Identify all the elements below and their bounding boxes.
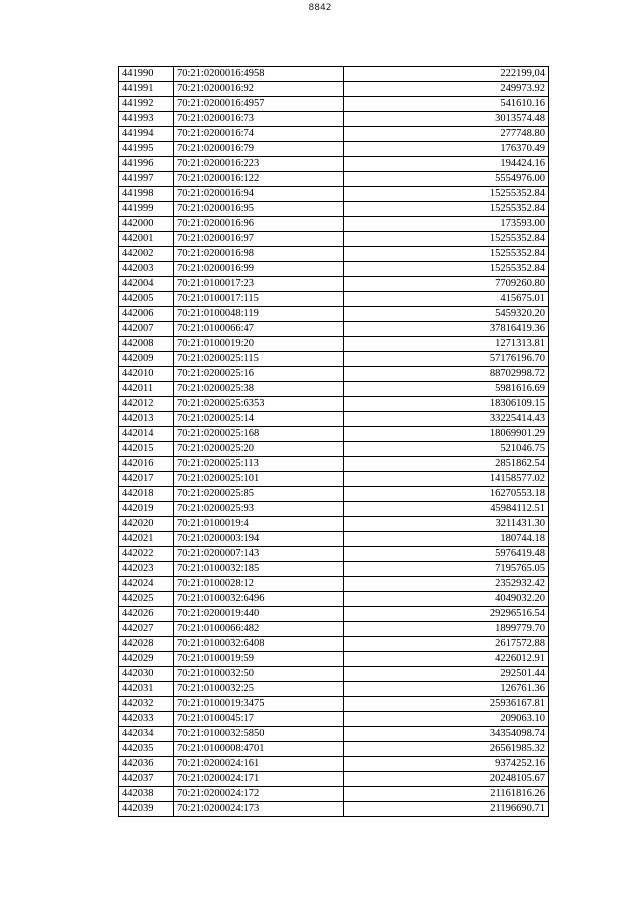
table-row: [119, 217, 549, 232]
table-row: [119, 457, 549, 472]
table-row: [119, 517, 549, 532]
row-number-cell: 442007: [119, 322, 174, 337]
row-number-cell: 442027: [119, 622, 174, 637]
cadastral-number-cell: 70:21:0200025:168: [174, 427, 344, 442]
registry-table: [118, 66, 549, 817]
value-cell: 176370.49: [344, 142, 549, 157]
value-cell: 5459320.20: [344, 307, 549, 322]
value-cell: 5981616.69: [344, 382, 549, 397]
row-number-cell: 442030: [119, 667, 174, 682]
table-row: [119, 262, 549, 277]
row-number-cell: 441992: [119, 97, 174, 112]
value-cell: 37816419.36: [344, 322, 549, 337]
cadastral-number-cell: 70:21:0200024:161: [174, 757, 344, 772]
value-cell: 194424.16: [344, 157, 549, 172]
cadastral-number-cell: 70:21:0100032:50: [174, 667, 344, 682]
row-number-cell: 442012: [119, 397, 174, 412]
row-number-cell: 442006: [119, 307, 174, 322]
value-cell: 2851862.54: [344, 457, 549, 472]
table-row: [119, 247, 549, 262]
value-cell: 9374252.16: [344, 757, 549, 772]
cadastral-number-cell: 70:21:0100019:3475: [174, 697, 344, 712]
row-number-cell: 442009: [119, 352, 174, 367]
row-number-cell: 442023: [119, 562, 174, 577]
table-row: [119, 472, 549, 487]
value-cell: 2352932.42: [344, 577, 549, 592]
row-number-cell: 442032: [119, 697, 174, 712]
row-number-cell: 441991: [119, 82, 174, 97]
cadastral-number-cell: 70:21:0200016:79: [174, 142, 344, 157]
registry-table-body: [119, 67, 549, 817]
table-row: [119, 202, 549, 217]
table-row: [119, 292, 549, 307]
value-cell: 292501.44: [344, 667, 549, 682]
value-cell: 541610.16: [344, 97, 549, 112]
table-row: [119, 637, 549, 652]
table-row: [119, 337, 549, 352]
table-row: [119, 412, 549, 427]
table-row: [119, 367, 549, 382]
value-cell: 5554976.00: [344, 172, 549, 187]
value-cell: 277748.80: [344, 127, 549, 142]
value-cell: 20248105.67: [344, 772, 549, 787]
table-row: [119, 682, 549, 697]
cadastral-number-cell: 70:21:0200025:38: [174, 382, 344, 397]
cadastral-number-cell: 70:21:0200024:171: [174, 772, 344, 787]
cadastral-number-cell: 70:21:0200016:223: [174, 157, 344, 172]
cadastral-number-cell: 70:21:0200016:94: [174, 187, 344, 202]
cadastral-number-cell: 70:21:0200016:74: [174, 127, 344, 142]
cadastral-number-cell: 70:21:0200016:73: [174, 112, 344, 127]
cadastral-number-cell: 70:21:0100032:185: [174, 562, 344, 577]
row-number-cell: 441999: [119, 202, 174, 217]
cadastral-number-cell: 70:21:0200016:97: [174, 232, 344, 247]
row-number-cell: 442008: [119, 337, 174, 352]
table-row: [119, 697, 549, 712]
value-cell: 14158577.02: [344, 472, 549, 487]
row-number-cell: 442028: [119, 637, 174, 652]
cadastral-number-cell: 70:21:0200016:99: [174, 262, 344, 277]
table-row: [119, 127, 549, 142]
cadastral-number-cell: 70:21:0200016:95: [174, 202, 344, 217]
row-number-cell: 442017: [119, 472, 174, 487]
table-row: [119, 532, 549, 547]
cadastral-number-cell: 70:21:0100032:5850: [174, 727, 344, 742]
cadastral-number-cell: 70:21:0200025:16: [174, 367, 344, 382]
value-cell: 7195765.05: [344, 562, 549, 577]
row-number-cell: 442035: [119, 742, 174, 757]
cadastral-number-cell: 70:21:0200016:96: [174, 217, 344, 232]
row-number-cell: 442015: [119, 442, 174, 457]
row-number-cell: 441997: [119, 172, 174, 187]
cadastral-number-cell: 70:21:0200019:440: [174, 607, 344, 622]
value-cell: 25936167.81: [344, 697, 549, 712]
value-cell: 34354098.74: [344, 727, 549, 742]
value-cell: 2617572.88: [344, 637, 549, 652]
cadastral-number-cell: 70:21:0200025:20: [174, 442, 344, 457]
value-cell: 1899779.70: [344, 622, 549, 637]
table-row: [119, 382, 549, 397]
value-cell: 57176196.70: [344, 352, 549, 367]
cadastral-number-cell: 70:21:0200024:173: [174, 802, 344, 817]
value-cell: 21196690.71: [344, 802, 549, 817]
table-row: [119, 622, 549, 637]
row-number-cell: 442029: [119, 652, 174, 667]
cadastral-number-cell: 70:21:0200025:93: [174, 502, 344, 517]
cadastral-number-cell: 70:21:0100019:4: [174, 517, 344, 532]
row-number-cell: 442018: [119, 487, 174, 502]
row-number-cell: 442022: [119, 547, 174, 562]
table-row: [119, 577, 549, 592]
value-cell: 3013574.48: [344, 112, 549, 127]
cadastral-number-cell: 70:21:0200025:113: [174, 457, 344, 472]
value-cell: 26561985.32: [344, 742, 549, 757]
row-number-cell: 442016: [119, 457, 174, 472]
value-cell: 4049032.20: [344, 592, 549, 607]
row-number-cell: 441996: [119, 157, 174, 172]
page-number: 8842: [308, 3, 332, 13]
table-row: [119, 757, 549, 772]
cadastral-number-cell: 70:21:0200003:194: [174, 532, 344, 547]
cadastral-number-cell: 70:21:0200016:92: [174, 82, 344, 97]
value-cell: 173593.00: [344, 217, 549, 232]
table-row: [119, 727, 549, 742]
cadastral-number-cell: 70:21:0200016:4957: [174, 97, 344, 112]
row-number-cell: 442014: [119, 427, 174, 442]
value-cell: 15255352.84: [344, 187, 549, 202]
row-number-cell: 442010: [119, 367, 174, 382]
table-row: [119, 142, 549, 157]
row-number-cell: 442036: [119, 757, 174, 772]
value-cell: 126761.36: [344, 682, 549, 697]
cadastral-number-cell: 70:21:0100066:482: [174, 622, 344, 637]
cadastral-number-cell: 70:21:0100019:20: [174, 337, 344, 352]
row-number-cell: 442013: [119, 412, 174, 427]
table-row: [119, 187, 549, 202]
table-row: [119, 607, 549, 622]
table-row: [119, 442, 549, 457]
value-cell: 15255352.84: [344, 247, 549, 262]
table-row: [119, 82, 549, 97]
row-number-cell: 441998: [119, 187, 174, 202]
table-row: [119, 352, 549, 367]
cadastral-number-cell: 70:21:0200016:98: [174, 247, 344, 262]
cadastral-number-cell: 70:21:0100019:59: [174, 652, 344, 667]
row-number-cell: 442038: [119, 787, 174, 802]
cadastral-number-cell: 70:21:0200025:14: [174, 412, 344, 427]
row-number-cell: 442004: [119, 277, 174, 292]
value-cell: 15255352.84: [344, 262, 549, 277]
value-cell: 15255352.84: [344, 202, 549, 217]
cadastral-number-cell: 70:21:0100017:23: [174, 277, 344, 292]
row-number-cell: 442019: [119, 502, 174, 517]
cadastral-number-cell: 70:21:0100032:6496: [174, 592, 344, 607]
row-number-cell: 442025: [119, 592, 174, 607]
row-number-cell: 441990: [119, 67, 174, 82]
table-row: [119, 562, 549, 577]
table-row: [119, 487, 549, 502]
cadastral-number-cell: 70:21:0100008:4701: [174, 742, 344, 757]
row-number-cell: 441995: [119, 142, 174, 157]
table-row: [119, 772, 549, 787]
table-row: [119, 232, 549, 247]
cadastral-number-cell: 70:21:0200025:6353: [174, 397, 344, 412]
value-cell: 209063.10: [344, 712, 549, 727]
row-number-cell: 442011: [119, 382, 174, 397]
value-cell: 249973.92: [344, 82, 549, 97]
cadastral-number-cell: 70:21:0200024:172: [174, 787, 344, 802]
cadastral-number-cell: 70:21:0100048:119: [174, 307, 344, 322]
value-cell: 1271313.81: [344, 337, 549, 352]
row-number-cell: 442037: [119, 772, 174, 787]
cadastral-number-cell: 70:21:0100045:17: [174, 712, 344, 727]
cadastral-number-cell: 70:21:0100017:115: [174, 292, 344, 307]
cadastral-number-cell: 70:21:0200025:115: [174, 352, 344, 367]
cadastral-number-cell: 70:21:0200025:85: [174, 487, 344, 502]
table-row: [119, 157, 549, 172]
value-cell: 16270553.18: [344, 487, 549, 502]
row-number-cell: 442002: [119, 247, 174, 262]
table-row: [119, 322, 549, 337]
value-cell: 222199,04: [344, 67, 549, 82]
value-cell: 18069901.29: [344, 427, 549, 442]
cadastral-number-cell: 70:21:0100066:47: [174, 322, 344, 337]
cadastral-number-cell: 70:21:0100032:6408: [174, 637, 344, 652]
value-cell: 33225414.43: [344, 412, 549, 427]
value-cell: 7709260.80: [344, 277, 549, 292]
row-number-cell: 442031: [119, 682, 174, 697]
row-number-cell: 441994: [119, 127, 174, 142]
table-row: [119, 112, 549, 127]
table-row: [119, 787, 549, 802]
value-cell: 88702998.72: [344, 367, 549, 382]
cadastral-number-cell: 70:21:0200007:143: [174, 547, 344, 562]
table-row: [119, 277, 549, 292]
cadastral-number-cell: 70:21:0200016:4958: [174, 67, 344, 82]
row-number-cell: 442039: [119, 802, 174, 817]
row-number-cell: 442003: [119, 262, 174, 277]
row-number-cell: 441993: [119, 112, 174, 127]
table-row: [119, 712, 549, 727]
value-cell: 45984112.51: [344, 502, 549, 517]
table-row: [119, 547, 549, 562]
value-cell: 5976419.48: [344, 547, 549, 562]
table-row: [119, 97, 549, 112]
value-cell: 4226012.91: [344, 652, 549, 667]
table-row: [119, 67, 549, 82]
row-number-cell: 442033: [119, 712, 174, 727]
value-cell: 180744.18: [344, 532, 549, 547]
row-number-cell: 442001: [119, 232, 174, 247]
row-number-cell: 442026: [119, 607, 174, 622]
table-row: [119, 802, 549, 817]
value-cell: 21161816.26: [344, 787, 549, 802]
row-number-cell: 442021: [119, 532, 174, 547]
row-number-cell: 442034: [119, 727, 174, 742]
value-cell: 15255352.84: [344, 232, 549, 247]
table-row: [119, 742, 549, 757]
table-row: [119, 592, 549, 607]
table-row: [119, 397, 549, 412]
value-cell: 3211431.30: [344, 517, 549, 532]
cadastral-number-cell: 70:21:0200025:101: [174, 472, 344, 487]
value-cell: 415675.01: [344, 292, 549, 307]
table-row: [119, 307, 549, 322]
row-number-cell: 442024: [119, 577, 174, 592]
row-number-cell: 442005: [119, 292, 174, 307]
cadastral-number-cell: 70:21:0100032:25: [174, 682, 344, 697]
cadastral-number-cell: 70:21:0200016:122: [174, 172, 344, 187]
value-cell: 29296516.54: [344, 607, 549, 622]
value-cell: 18306109.15: [344, 397, 549, 412]
table-row: [119, 427, 549, 442]
cadastral-number-cell: 70:21:0100028:12: [174, 577, 344, 592]
table-row: [119, 502, 549, 517]
row-number-cell: 442000: [119, 217, 174, 232]
table-row: [119, 652, 549, 667]
table-row: [119, 667, 549, 682]
value-cell: 521046.75: [344, 442, 549, 457]
row-number-cell: 442020: [119, 517, 174, 532]
table-row: [119, 172, 549, 187]
